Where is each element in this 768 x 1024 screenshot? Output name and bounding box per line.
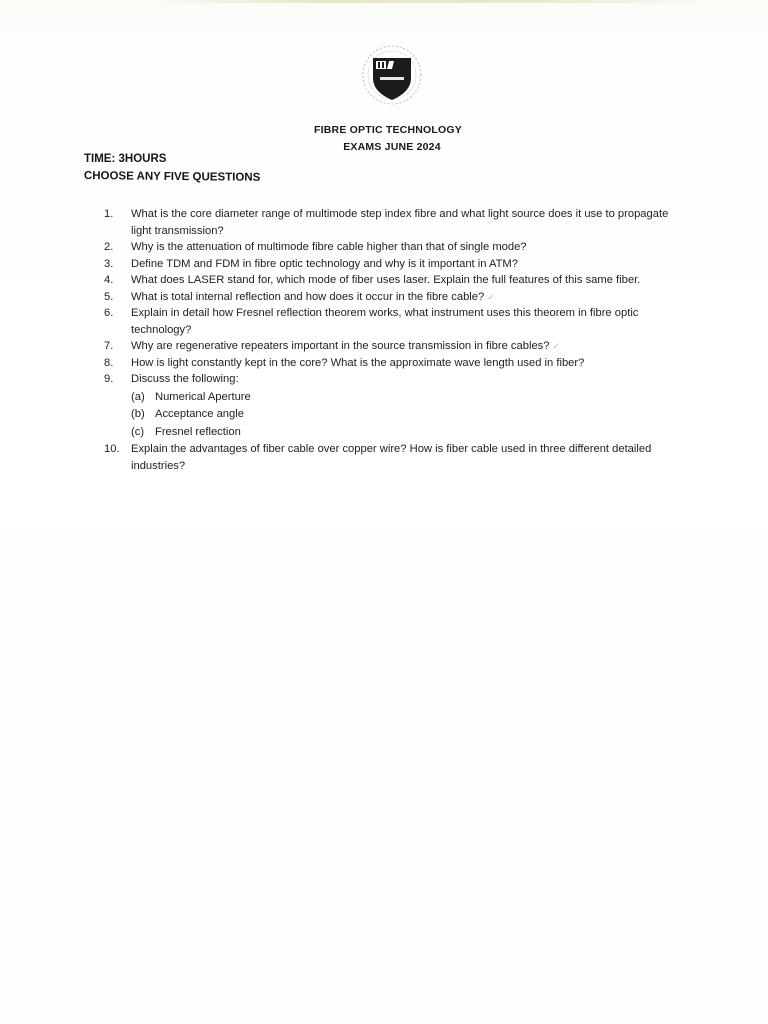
question-number: 10.	[104, 443, 120, 455]
question-text: Explain the advantages of fiber cable over copper wire? How is fiber cable used in three different detailed industries?	[131, 443, 652, 472]
question-item	[104, 338, 684, 355]
sub-question-text: Fresnel reflection	[155, 425, 241, 438]
question-text: Why are regenerative repeaters important in the source transmission in fibre cables?	[131, 340, 550, 352]
sub-question-label: (b)	[131, 408, 145, 420]
question-text: What is total internal reflection and how does it occur in the fibre cable?	[131, 290, 485, 303]
question-item	[104, 441, 684, 474]
question-number: 3.	[104, 257, 114, 270]
question-item	[104, 305, 684, 338]
exam-time: TIME: 3HOURS	[84, 153, 167, 165]
sub-question-item	[131, 424, 684, 442]
question-item	[104, 256, 684, 273]
question-text: Explain in detail how Fresnel reflection theorem works, what instrument uses this theorem in fibre optic technology?	[131, 307, 639, 336]
exam-subtitle: EXAMS JUNE 2024	[343, 141, 441, 153]
question-text: What does LASER stand for, which mode of fiber uses laser. Explain the full features of this same fiber.	[131, 274, 641, 286]
question-item	[104, 206, 684, 239]
sub-question-text: Acceptance angle	[155, 408, 244, 420]
check-icon: ✓	[552, 341, 561, 351]
question-text: Why is the attenuation of multimode fibre cable higher than that of single mode?	[131, 241, 527, 253]
sub-question-text: Numerical Aperture	[155, 390, 251, 403]
university-crest-logo	[347, 44, 437, 108]
question-text: What is the core diameter range of multimode step index fibre and what light source does it use to propagate light transmission?	[131, 208, 669, 237]
sub-question-list	[131, 389, 684, 442]
question-number: 5.	[104, 290, 114, 303]
question-number: 6.	[104, 307, 114, 319]
question-text: Discuss the following:	[131, 373, 239, 385]
question-list	[104, 206, 684, 474]
question-number: 9.	[104, 373, 114, 385]
question-number: 2.	[104, 241, 114, 253]
paper-edge	[150, 0, 710, 3]
question-item	[104, 239, 684, 256]
question-number: 7.	[104, 340, 114, 352]
question-number: 4.	[104, 274, 114, 286]
question-item	[104, 371, 684, 441]
sub-question-label: (a)	[131, 390, 145, 403]
sub-question-item	[131, 406, 684, 424]
question-item	[104, 355, 684, 372]
question-number: 8.	[104, 356, 114, 369]
question-number: 1.	[104, 208, 114, 220]
question-item	[104, 289, 684, 306]
check-icon: ✓	[487, 291, 495, 302]
sub-question-item	[131, 389, 684, 407]
sub-question-label: (c)	[131, 425, 145, 438]
question-item	[104, 272, 684, 289]
exam-title: FIBRE OPTIC TECHNOLOGY	[314, 124, 462, 136]
question-text: Define TDM and FDM in fibre optic technology and why is it important in ATM?	[131, 257, 518, 270]
question-text: How is light constantly kept in the core? What is the approximate wave length used in fiber?	[131, 356, 585, 369]
exam-instruction: CHOOSE ANY FIVE QUESTIONS	[83, 170, 261, 184]
